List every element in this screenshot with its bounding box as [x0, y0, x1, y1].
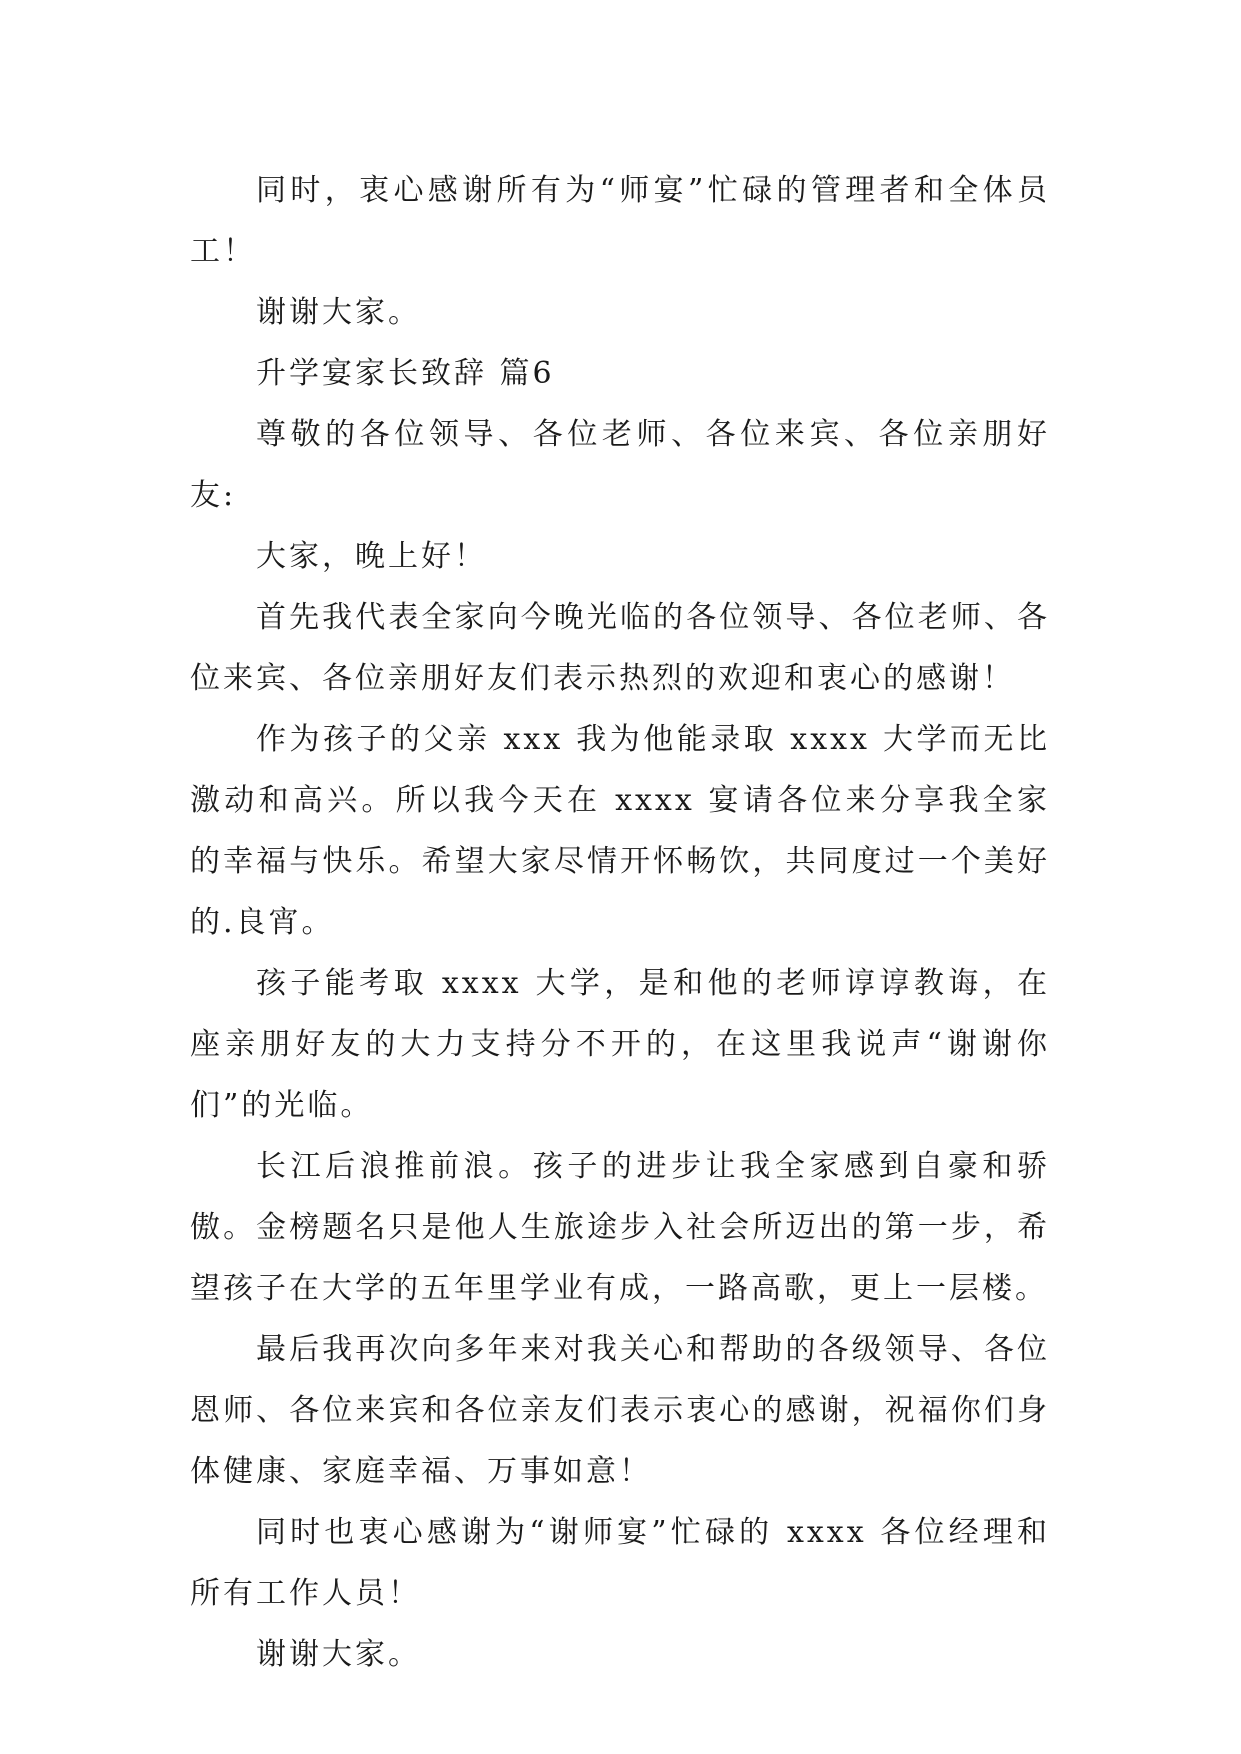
document-body	[190, 160, 1050, 1685]
paragraph: 同时，衷心感谢所有为“师宴”忙碌的管理者和全体员工！	[190, 173, 1050, 269]
paragraph: 首先我代表全家向今晚光临的各位领导、各位老师、各位来宾、各位亲朋好友们表示热烈的欢迎和衷心的感谢！	[190, 600, 1050, 696]
paragraph: 最后我再次向多年来对我关心和帮助的各级领导、各位恩师、各位来宾和各位亲友们表示衷心的感谢，祝福你们身体健康、家庭幸福、万事如意！	[190, 1332, 1050, 1489]
section-heading: 升学宴家长致辞 篇6	[256, 356, 555, 391]
paragraph: 长江后浪推前浪。孩子的进步让我全家感到自豪和骄傲。金榜题名只是他人生旅途步入社会所迈出的第一步，希望孩子在大学的五年里学业有成，一路高歌，更上一层楼。	[190, 1149, 1050, 1306]
paragraph: 谢谢大家。	[256, 295, 421, 330]
paragraph: 作为孩子的父亲 xxx 我为他能录取 xxxx 大学而无比激动和高兴。所以我今天在 xxxx 宴请各位来分享我全家的幸福与快乐。希望大家尽情开怀畅饮，共同度过一个美好的.良宵。	[190, 722, 1050, 940]
greeting: 大家，晚上好！	[256, 539, 487, 574]
paragraph: 孩子能考取 xxxx 大学，是和他的老师谆谆教诲，在座亲朋好友的大力支持分不开的，在这里我说声“谢谢你们”的光临。	[190, 966, 1050, 1123]
paragraph: 同时也衷心感谢为“谢师宴”忙碌的 xxxx 各位经理和所有工作人员！	[190, 1515, 1050, 1611]
salutation: 尊敬的各位领导、各位老师、各位来宾、各位亲朋好友:	[190, 417, 1050, 513]
closing: 谢谢大家。	[256, 1637, 421, 1672]
